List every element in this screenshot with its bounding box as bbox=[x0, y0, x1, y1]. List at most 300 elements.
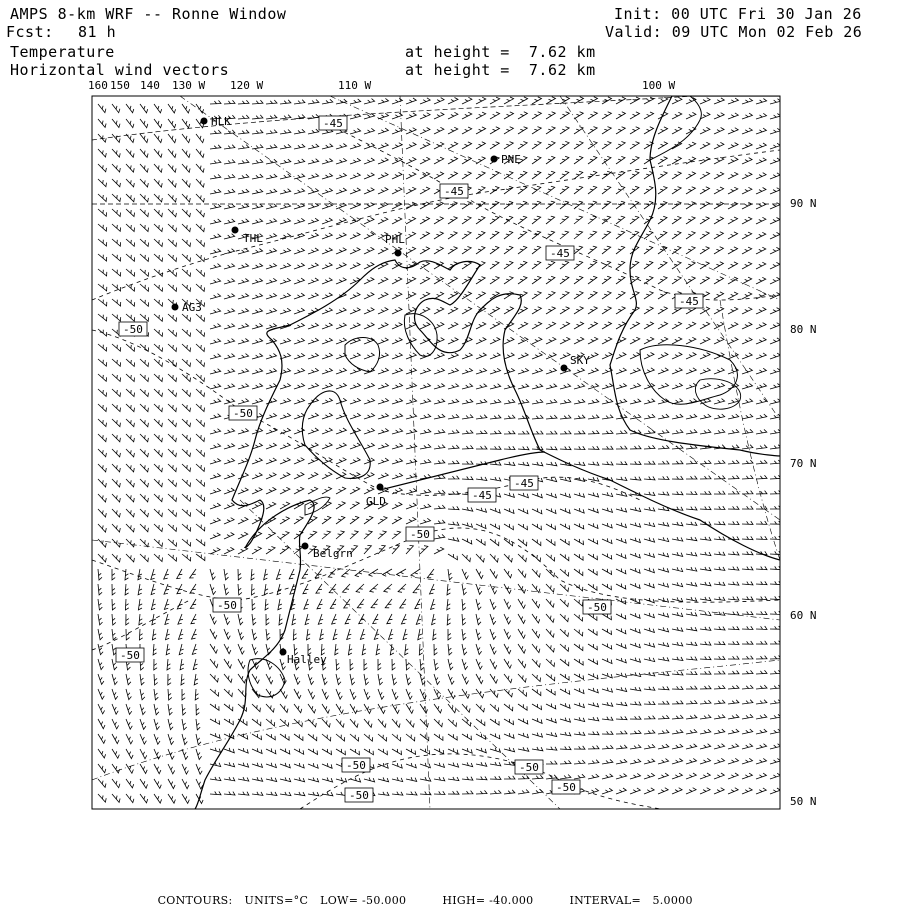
wind-barb bbox=[518, 246, 527, 254]
wind-barb bbox=[98, 419, 107, 427]
wind-barb bbox=[322, 383, 332, 389]
wind-barb bbox=[252, 629, 257, 640]
wind-barb bbox=[770, 641, 781, 644]
wind-barb bbox=[490, 216, 499, 224]
wind-barb bbox=[728, 247, 738, 254]
wind-barb bbox=[224, 762, 235, 766]
wind-barb bbox=[112, 104, 120, 113]
wind-barb bbox=[112, 434, 120, 442]
wind-barb bbox=[504, 368, 515, 374]
wind-barb bbox=[168, 794, 175, 803]
wind-barb bbox=[434, 247, 443, 254]
wind-barb bbox=[658, 730, 669, 734]
wind-barb bbox=[448, 659, 453, 670]
wind-barb bbox=[658, 277, 667, 285]
wind-barb bbox=[574, 231, 583, 239]
wind-barb bbox=[112, 614, 116, 625]
wind-barb bbox=[770, 611, 781, 614]
wind-barb bbox=[728, 641, 739, 644]
wind-barb bbox=[406, 503, 416, 509]
wind-barb bbox=[210, 354, 221, 359]
wind-barb bbox=[532, 186, 541, 194]
wind-barb bbox=[406, 734, 415, 741]
wind-barb bbox=[98, 134, 106, 142]
wind-barb bbox=[630, 353, 640, 360]
wind-barb bbox=[560, 539, 569, 545]
wind-barb bbox=[98, 149, 106, 157]
wind-barb bbox=[770, 277, 780, 284]
wind-barb bbox=[574, 246, 583, 254]
wind-barb bbox=[98, 104, 106, 113]
wind-barb bbox=[658, 759, 669, 764]
wind-barb bbox=[490, 659, 497, 669]
wind-barb bbox=[756, 188, 766, 195]
wind-barb bbox=[630, 687, 641, 691]
wind-barb bbox=[616, 231, 625, 239]
wind-barb bbox=[532, 659, 540, 667]
wind-barb bbox=[164, 569, 169, 579]
wind-barb bbox=[336, 173, 346, 179]
wind-barb bbox=[392, 517, 402, 524]
wind-barb bbox=[322, 308, 332, 314]
wind-barb bbox=[224, 160, 235, 165]
wind-barb bbox=[420, 262, 430, 269]
wind-barb bbox=[714, 322, 724, 329]
wind-barb bbox=[714, 217, 724, 224]
wind-barb bbox=[280, 100, 291, 104]
wind-barb bbox=[252, 174, 263, 179]
wind-barb bbox=[98, 179, 107, 187]
wind-barb bbox=[462, 476, 473, 479]
wind-barb bbox=[490, 674, 498, 683]
wind-barb bbox=[266, 159, 277, 164]
wind-barb bbox=[490, 97, 500, 104]
wind-barb bbox=[448, 142, 458, 149]
wind-barb bbox=[406, 719, 414, 727]
wind-barb bbox=[616, 553, 626, 558]
wind-barb bbox=[210, 733, 220, 738]
wind-barb bbox=[182, 329, 191, 336]
wind-barb bbox=[630, 730, 641, 734]
wind-barb bbox=[238, 584, 242, 595]
wind-barb bbox=[490, 584, 497, 594]
wind-barb bbox=[546, 399, 557, 404]
wind-barb bbox=[560, 337, 570, 344]
wind-barb bbox=[448, 430, 459, 434]
wind-barb bbox=[126, 449, 134, 457]
wind-barb bbox=[700, 172, 710, 179]
wind-barb bbox=[392, 128, 402, 134]
wind-barb bbox=[181, 674, 184, 685]
wind-barb bbox=[378, 734, 387, 741]
wind-barb bbox=[364, 278, 374, 285]
wind-barb bbox=[672, 642, 683, 646]
wind-barb bbox=[574, 307, 583, 314]
wind-barb bbox=[308, 188, 319, 194]
wind-barb bbox=[476, 201, 485, 209]
contour-label-3 bbox=[546, 246, 574, 260]
wind-barb bbox=[182, 209, 190, 217]
wind-barb bbox=[364, 173, 374, 179]
wind-barb bbox=[182, 224, 190, 232]
wind-barb bbox=[658, 353, 668, 360]
wind-barb bbox=[616, 383, 627, 389]
wind-barb bbox=[210, 294, 221, 299]
wind-barb bbox=[252, 734, 262, 740]
wind-barb bbox=[308, 487, 318, 494]
wind-barb bbox=[658, 445, 669, 449]
wind-barb bbox=[602, 788, 612, 794]
station-label-gld: GLD bbox=[366, 495, 386, 508]
wind-barb bbox=[448, 202, 457, 209]
wind-barb bbox=[630, 399, 641, 404]
wind-barb bbox=[98, 479, 106, 487]
wind-barb bbox=[588, 717, 599, 721]
wind-barb bbox=[210, 264, 221, 269]
wind-barb bbox=[406, 247, 416, 254]
wind-barb bbox=[182, 284, 191, 291]
wind-barb bbox=[190, 569, 196, 578]
wind-barb bbox=[434, 534, 445, 539]
wind-barb bbox=[112, 254, 121, 261]
wind-barb bbox=[98, 404, 107, 412]
lat-label-70n: 70 N bbox=[790, 457, 817, 470]
wind-barb bbox=[560, 689, 570, 695]
wind-barb bbox=[504, 493, 514, 498]
wind-barb bbox=[532, 261, 541, 269]
wind-barb bbox=[602, 554, 612, 560]
wind-barb bbox=[126, 479, 134, 487]
wind-barb bbox=[322, 338, 332, 344]
wind-barb bbox=[588, 774, 599, 779]
wind-barb bbox=[357, 599, 364, 608]
wind-barb bbox=[322, 144, 333, 149]
wind-barb bbox=[406, 143, 416, 150]
svg-text:-45: -45 bbox=[514, 477, 534, 490]
wind-barb bbox=[588, 569, 597, 575]
wind-barb bbox=[714, 715, 725, 720]
wind-barb bbox=[448, 247, 457, 254]
wind-barb bbox=[434, 399, 445, 404]
wind-barb bbox=[602, 201, 611, 209]
wind-barb bbox=[756, 536, 767, 539]
wind-barb bbox=[532, 789, 543, 794]
wind-barb bbox=[560, 415, 571, 419]
wind-barb bbox=[574, 688, 584, 693]
wind-barb bbox=[378, 413, 389, 419]
wind-barb bbox=[318, 614, 323, 624]
wind-barb bbox=[658, 430, 669, 434]
wind-barb bbox=[378, 308, 388, 315]
wind-barb bbox=[168, 554, 177, 561]
wind-barb bbox=[518, 733, 528, 738]
wind-barb bbox=[364, 203, 374, 209]
wind-barb bbox=[616, 216, 625, 224]
wind-barb bbox=[728, 567, 739, 571]
contour-label-5 bbox=[119, 322, 147, 336]
wind-barb bbox=[602, 97, 612, 104]
wind-barb bbox=[616, 430, 627, 434]
wind-barb bbox=[770, 773, 780, 779]
wind-barb bbox=[406, 777, 417, 781]
wind-barb bbox=[177, 569, 183, 579]
wind-barb bbox=[560, 261, 569, 269]
wind-barb bbox=[714, 113, 724, 119]
wind-barb bbox=[616, 127, 625, 134]
contour-label-1 bbox=[319, 116, 347, 130]
wind-barb bbox=[252, 792, 263, 796]
wind-barb bbox=[350, 293, 360, 299]
wind-barb bbox=[154, 704, 159, 715]
wind-barb bbox=[504, 246, 513, 254]
wind-barb bbox=[98, 254, 107, 261]
wind-barb bbox=[151, 584, 155, 595]
wind-barb bbox=[98, 599, 102, 610]
wind-barb bbox=[560, 322, 570, 329]
wind-barb bbox=[252, 704, 260, 712]
wind-barb bbox=[686, 476, 697, 479]
wind-barb bbox=[154, 224, 163, 232]
wind-barb bbox=[322, 398, 332, 404]
wind-barb bbox=[126, 179, 134, 187]
wind-barb bbox=[700, 353, 710, 359]
wind-barb bbox=[434, 460, 445, 464]
wind-barb bbox=[518, 508, 528, 513]
wind-barb bbox=[378, 368, 388, 374]
wind-barb bbox=[266, 532, 275, 539]
wind-barb bbox=[266, 443, 276, 449]
wind-barb bbox=[179, 629, 184, 639]
wind-barb bbox=[756, 247, 766, 254]
wind-barb bbox=[588, 462, 599, 466]
wind-barb bbox=[364, 413, 375, 419]
wind-barb bbox=[364, 443, 374, 449]
wind-barb bbox=[196, 389, 205, 397]
wind-barb bbox=[392, 383, 403, 389]
wind-barb bbox=[476, 415, 487, 419]
wind-barb bbox=[546, 231, 555, 239]
wind-barb bbox=[179, 644, 183, 655]
wind-barb bbox=[560, 569, 569, 576]
wind-barb bbox=[504, 569, 512, 578]
wind-barb bbox=[630, 672, 641, 676]
lon-label-110w: 110 W bbox=[338, 79, 372, 92]
wind-barb bbox=[448, 368, 458, 374]
field-temperature-level: at height = 7.62 km bbox=[405, 43, 596, 61]
wind-barb bbox=[644, 261, 653, 269]
wind-barb bbox=[560, 614, 568, 622]
wind-barb bbox=[224, 279, 235, 284]
contour-m45-right bbox=[330, 125, 780, 300]
wind-barb bbox=[462, 674, 469, 684]
wind-barb bbox=[616, 759, 627, 764]
wind-barb bbox=[672, 627, 683, 631]
wind-barb bbox=[378, 443, 389, 449]
wind-barb bbox=[728, 172, 738, 179]
wind-barb bbox=[252, 458, 262, 464]
wind-barb bbox=[210, 459, 221, 465]
wind-barb bbox=[462, 157, 471, 164]
wind-barb bbox=[742, 202, 752, 209]
wind-barb bbox=[532, 704, 542, 710]
wind-barb bbox=[336, 734, 345, 741]
wind-barb bbox=[140, 434, 148, 442]
wind-barb bbox=[574, 524, 584, 529]
wind-barb bbox=[546, 462, 557, 466]
wind-barb bbox=[490, 338, 500, 345]
wind-barb bbox=[476, 127, 486, 134]
wind-barb bbox=[448, 98, 458, 105]
wind-barb bbox=[126, 104, 134, 113]
wind-barb bbox=[336, 99, 347, 104]
wind-barb bbox=[672, 567, 683, 571]
wind-barb bbox=[462, 704, 470, 712]
field-wind-label: Horizontal wind vectors bbox=[10, 61, 230, 79]
wind-barb bbox=[355, 569, 364, 577]
wind-barb bbox=[602, 673, 612, 678]
wind-barb bbox=[560, 276, 569, 284]
wind-barb bbox=[154, 329, 163, 336]
wind-barb bbox=[364, 659, 367, 670]
wind-barb bbox=[700, 322, 710, 329]
wind-barb bbox=[658, 568, 669, 573]
wind-barb bbox=[644, 492, 655, 496]
contour-label-4 bbox=[675, 294, 703, 308]
wind-barb bbox=[98, 704, 105, 714]
wind-barb bbox=[224, 533, 234, 540]
wind-barb bbox=[405, 644, 409, 655]
wind-barb bbox=[182, 179, 190, 187]
wind-barb bbox=[140, 689, 145, 700]
wind-barb bbox=[126, 464, 134, 472]
wind-barb bbox=[154, 554, 163, 562]
wind-barb bbox=[154, 194, 162, 202]
wind-barb bbox=[672, 322, 682, 329]
wind-barb bbox=[476, 629, 481, 640]
wind-barb bbox=[294, 413, 304, 419]
wind-barb bbox=[196, 509, 205, 516]
wind-barb bbox=[182, 194, 190, 202]
wind-barb bbox=[476, 539, 485, 545]
wind-barb bbox=[574, 539, 584, 545]
wind-barb bbox=[190, 599, 196, 608]
wind-barb bbox=[742, 307, 752, 314]
wind-barb bbox=[658, 627, 669, 632]
wind-barb bbox=[210, 324, 221, 329]
wind-barb bbox=[168, 719, 173, 730]
wind-barb bbox=[546, 384, 557, 389]
wind-barb bbox=[350, 248, 360, 254]
lat-label-90n: 90 N bbox=[790, 197, 817, 210]
wind-barb bbox=[224, 569, 229, 580]
wind-barb bbox=[658, 414, 669, 419]
station-label-sky: SKY bbox=[570, 354, 590, 367]
wind-barb bbox=[700, 460, 711, 464]
wind-barb bbox=[658, 383, 669, 389]
wind-barb bbox=[518, 353, 528, 359]
wind-barb bbox=[126, 344, 135, 351]
wind-barb bbox=[154, 659, 157, 670]
wind-barb bbox=[630, 383, 641, 389]
wind-barb bbox=[644, 538, 655, 543]
wind-barb bbox=[770, 788, 780, 794]
wind-barb bbox=[224, 777, 235, 781]
wind-barb bbox=[266, 517, 276, 524]
wind-barb bbox=[532, 644, 540, 653]
wind-barb bbox=[644, 172, 653, 180]
wind-barb bbox=[728, 714, 739, 719]
wind-barb bbox=[392, 763, 402, 768]
wind-barb bbox=[546, 718, 556, 723]
wind-barb bbox=[303, 584, 309, 594]
wind-barb bbox=[658, 187, 667, 195]
wind-barb bbox=[756, 232, 766, 239]
wind-barb bbox=[546, 599, 554, 607]
wind-barb bbox=[728, 506, 739, 509]
wind-barb bbox=[756, 99, 767, 105]
station-labels-layer bbox=[182, 115, 590, 666]
wind-barb bbox=[294, 383, 305, 389]
wind-barb bbox=[616, 461, 627, 464]
wind-barb bbox=[672, 231, 681, 239]
wind-barb bbox=[714, 685, 725, 689]
wind-barb bbox=[166, 644, 170, 655]
wind-barb bbox=[350, 531, 358, 539]
wind-barb bbox=[322, 413, 332, 419]
wind-barb bbox=[756, 217, 766, 224]
wind-barb bbox=[406, 157, 416, 164]
wind-barb bbox=[588, 644, 597, 650]
wind-barb bbox=[462, 554, 470, 562]
wind-barb bbox=[350, 203, 360, 209]
wind-barb bbox=[672, 773, 682, 779]
wind-barb bbox=[252, 145, 263, 150]
wind-barb bbox=[140, 554, 148, 562]
wind-barb bbox=[182, 419, 191, 427]
wind-barb bbox=[448, 522, 459, 526]
wind-barb bbox=[658, 522, 669, 526]
wind-barb bbox=[224, 219, 235, 224]
wind-barb bbox=[756, 773, 766, 779]
wind-barb bbox=[112, 344, 121, 351]
wind-barb bbox=[266, 704, 274, 712]
wind-barb bbox=[252, 278, 263, 284]
wind-barb bbox=[308, 159, 319, 164]
wind-barb bbox=[462, 292, 472, 299]
wind-barb bbox=[602, 492, 613, 496]
wind-barb bbox=[420, 429, 431, 434]
wind-barb bbox=[700, 597, 711, 601]
wind-barb bbox=[616, 569, 626, 574]
wind-barb bbox=[210, 614, 216, 624]
wind-barb bbox=[574, 112, 583, 119]
wind-barb bbox=[448, 399, 459, 404]
wind-barb bbox=[462, 719, 471, 726]
wind-barb bbox=[182, 134, 190, 143]
contour-label-16 bbox=[552, 780, 580, 794]
wind-barb bbox=[336, 689, 342, 699]
wind-barb bbox=[224, 294, 235, 299]
wind-barb bbox=[266, 763, 276, 768]
wind-barb bbox=[406, 792, 417, 795]
wind-barb bbox=[714, 232, 723, 239]
wind-barb bbox=[588, 688, 598, 693]
wind-barb bbox=[328, 569, 336, 577]
wind-barb bbox=[266, 368, 277, 374]
wind-barb bbox=[140, 164, 148, 172]
wind-barb bbox=[602, 774, 613, 779]
wind-barb bbox=[196, 224, 204, 232]
